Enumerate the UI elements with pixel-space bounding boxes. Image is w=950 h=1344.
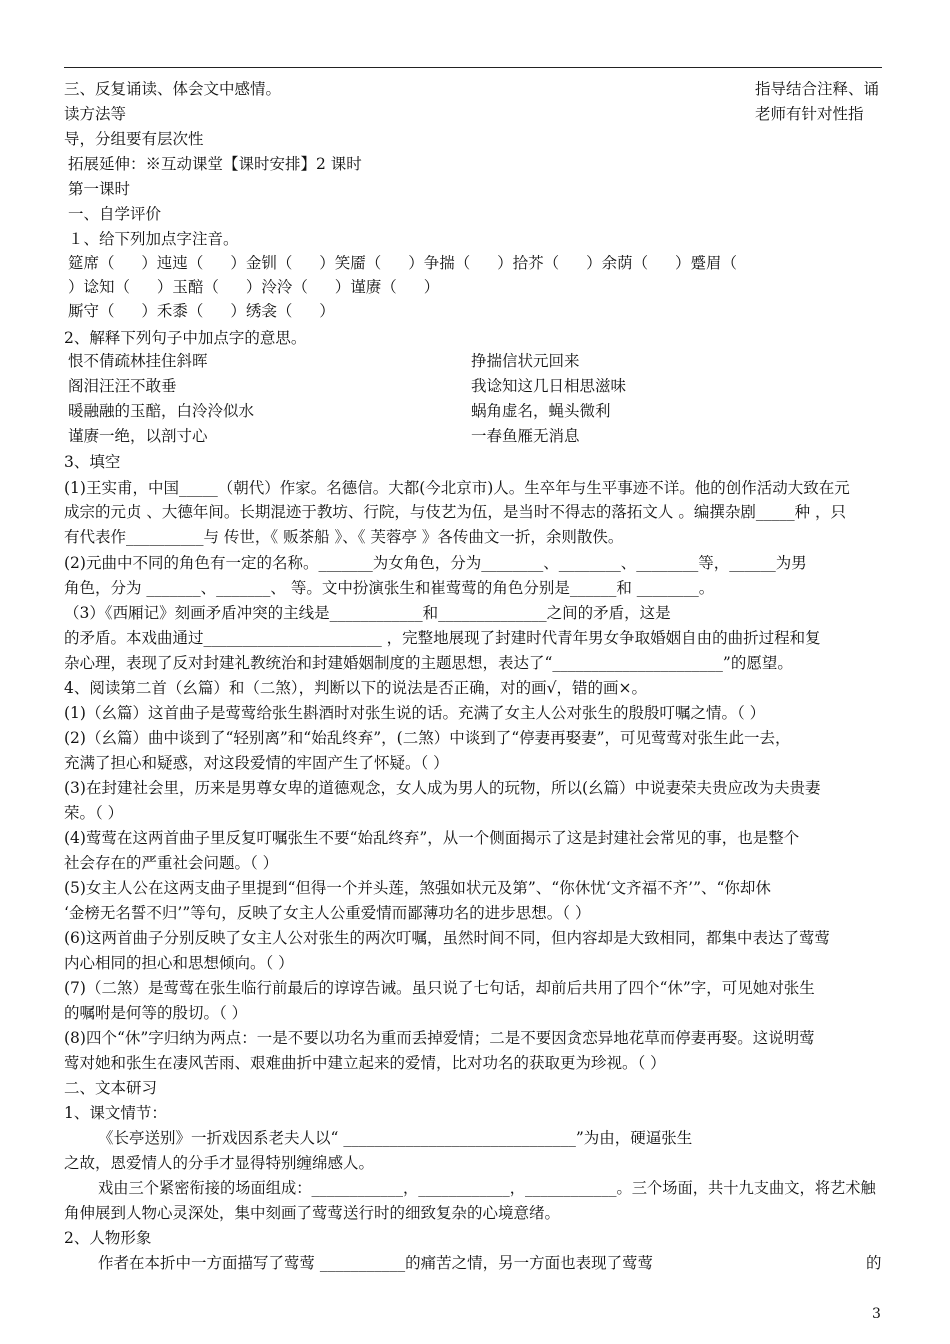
header-left-3: 导，分组要有层次性 bbox=[64, 130, 204, 148]
section-heading: 二、文本研习 bbox=[64, 1079, 158, 1097]
fill-line: 的矛盾。本戏曲通过_______________________ ，完整地展现了封建时代青年男女争取婚姻自由的曲折过程和复 bbox=[64, 629, 821, 647]
judge-item: (4)莺莺在这两首曲子里反复叮嘱张生不要“始乱终弃”，从一个侧面揭示了这是封建社会常见的事，也是整个 bbox=[64, 829, 800, 847]
judge-item: (3)在封建社会里，历来是男尊女卑的道德观念，女人成为男人的玩物，所以(幺篇）中说妻荣夫贵应改为夫贵妻 bbox=[64, 779, 821, 797]
plot-line: 角伸展到人物心灵深处，集中刻画了莺莺送行时的细致复杂的心境意绪。 bbox=[64, 1204, 561, 1222]
header-right-2: 老师有针对性指 bbox=[755, 105, 864, 123]
sentence-left: 阁泪汪汪不敢垂 bbox=[68, 377, 177, 395]
sentence-right: 蜗角虚名，蝇头微利 bbox=[471, 402, 611, 420]
phonetic-row: 厮守（ ）禾黍（ ）绣衾（ ） bbox=[68, 302, 335, 320]
question-title: 4、阅读第二首（幺篇）和（二煞），判断以下的说法是否正确，对的画√，错的画×。 bbox=[64, 679, 647, 697]
judge-item: (1)（幺篇）这首曲子是莺莺给张生斟酒时对张生说的话。充满了女主人公对张生的殷殷叮嘱之情。（ ） bbox=[64, 704, 766, 722]
sentence-right: 挣揣信状元回来 bbox=[471, 352, 580, 370]
judge-item: ‘金榜无名誓不归’”等句，反映了女主人公重爱情而鄙薄功名的进步思想。（ ） bbox=[64, 904, 591, 922]
subsection-heading: 1、课文情节： bbox=[64, 1104, 167, 1122]
section-heading: 一、自学评价 bbox=[68, 205, 162, 223]
subsection-heading: 2、人物形象 bbox=[64, 1229, 152, 1247]
sentence-left: 恨不倩疏林挂住斜晖 bbox=[68, 352, 208, 370]
phonetic-row: ）谂知（ ）玉醅（ ）泠泠（ ）谨赓（ ） bbox=[68, 278, 440, 296]
judge-item: 荣。（ ） bbox=[64, 804, 124, 822]
character-line: 作者在本折中一方面描写了莺莺 ___________的痛苦之情，另一方面也表现了莺莺 bbox=[98, 1254, 654, 1272]
judge-item: (6)这两首曲子分别反映了女主人公对张生的两次叮嘱，虽然时间不同，但内容却是大致相同，都集中表达了莺莺 bbox=[64, 929, 830, 947]
judge-item: 社会存在的严重社会问题。（ ） bbox=[64, 854, 279, 872]
judge-item: 充满了担心和疑惑，对这段爱情的牢固产生了怀疑。（ ） bbox=[64, 754, 449, 772]
sentence-left: 暖融融的玉醅，白泠泠似水 bbox=[68, 402, 255, 420]
fill-line: (1)王实甫，中国_____（朝代）作家。名德信。大都(今北京市)人。生卒年与生平事迹不详。他的创作活动大致在元 bbox=[64, 479, 850, 497]
fill-line: 成宗的元贞 、大德年间。长期混迹于教坊、行院，与伎艺为伍，是当时不得志的落拓文人 。编撰杂剧_____种 ，只 bbox=[64, 503, 847, 521]
character-line-end: 的 bbox=[866, 1254, 882, 1272]
page-number: 3 bbox=[872, 1306, 881, 1322]
expand-line: 拓展延伸：※互动课堂【课时安排】2 课时 bbox=[68, 155, 362, 173]
judge-item: (5)女主人公在这两支曲子里提到“但得一个并头莲，煞强如状元及第”、“你休忧‘文齐福不齐’”、“你却休 bbox=[64, 879, 771, 897]
header-right-1: 指导结合注释、诵 bbox=[755, 80, 880, 98]
fill-line: 有代表作__________与 传世，《 贩茶船 》、《 芙蓉亭 》各传曲文一折，余则散佚。 bbox=[64, 528, 624, 546]
question-title: 2、解释下列句子中加点字的意思。 bbox=[64, 329, 307, 347]
fill-line: 杂心理，表现了反对封建礼教统治和封建婚姻制度的主题思想，表达了“______________________”的愿望。 bbox=[64, 654, 793, 672]
judge-item: (7)（二煞）是莺莺在张生临行前最后的谆谆告诫。虽只说了七句话，却前后共用了四个“休”字，可见她对张生 bbox=[64, 979, 815, 997]
lesson-heading: 第一课时 bbox=[68, 180, 131, 198]
fill-line: （3）《西厢记》刻画矛盾冲突的主线是____________和______________之间的矛盾，这是 bbox=[64, 604, 671, 622]
header-rule bbox=[64, 67, 882, 68]
header-left-2: 读方法等 bbox=[64, 105, 127, 123]
judge-item: (2)（幺篇）曲中谈到了“轻别离”和“始乱终弃”，(二煞）中谈到了“停妻再娶妻”，可见莺莺对张生此一去， bbox=[64, 729, 791, 747]
question-title: 3、填空 bbox=[64, 453, 121, 471]
sentence-left: 谨赓一绝，以剖寸心 bbox=[68, 427, 208, 445]
judge-item: (8)四个“休”字归纳为两点：一是不要以功名为重而丢掉爱情；二是不要因贪恋异地花草而停妻再娶。这说明莺 bbox=[64, 1029, 815, 1047]
header-left-1: 三、反复诵读、体会文中感情。 bbox=[64, 80, 282, 98]
plot-line: 戏由三个紧密衔接的场面组成：____________，____________，____________。三个场面，共十九支曲文，将艺术触 bbox=[98, 1179, 876, 1197]
sentence-right: 一春鱼雁无消息 bbox=[471, 427, 580, 445]
question-title: １、给下列加点字注音。 bbox=[68, 230, 239, 248]
phonetic-row: 筵席（ ）迍迍（ ）金钏（ ）笑靥（ ）争揣（ ）拾芥（ ）余荫（ ）蹙眉（ bbox=[68, 254, 737, 272]
sentence-right: 我谂知这几日相思滋味 bbox=[471, 377, 627, 395]
judge-item: 的嘱咐是何等的殷切。（ ） bbox=[64, 1004, 248, 1022]
plot-line: 《长亭送别》一折戏因系老夫人以“ ______________________________”为由，硬逼张生 bbox=[98, 1129, 693, 1147]
plot-line: 之故，恩爱情人的分手才显得特别缠绵感人。 bbox=[64, 1154, 375, 1172]
fill-line: (2)元曲中不同的角色有一定的名称。_______为女角色，分为________、________、________等，______为男 bbox=[64, 554, 807, 572]
fill-line: 角色，分为 _______、_______、 等。文中扮演张生和崔莺莺的角色分别是______和 ________。 bbox=[64, 579, 715, 597]
judge-item: 内心相同的担心和思想倾向。（ ） bbox=[64, 954, 294, 972]
judge-item: 莺对她和张生在凄风苦雨、艰难曲折中建立起来的爱情，比对功名的获取更为珍视。（ ） bbox=[64, 1054, 666, 1072]
